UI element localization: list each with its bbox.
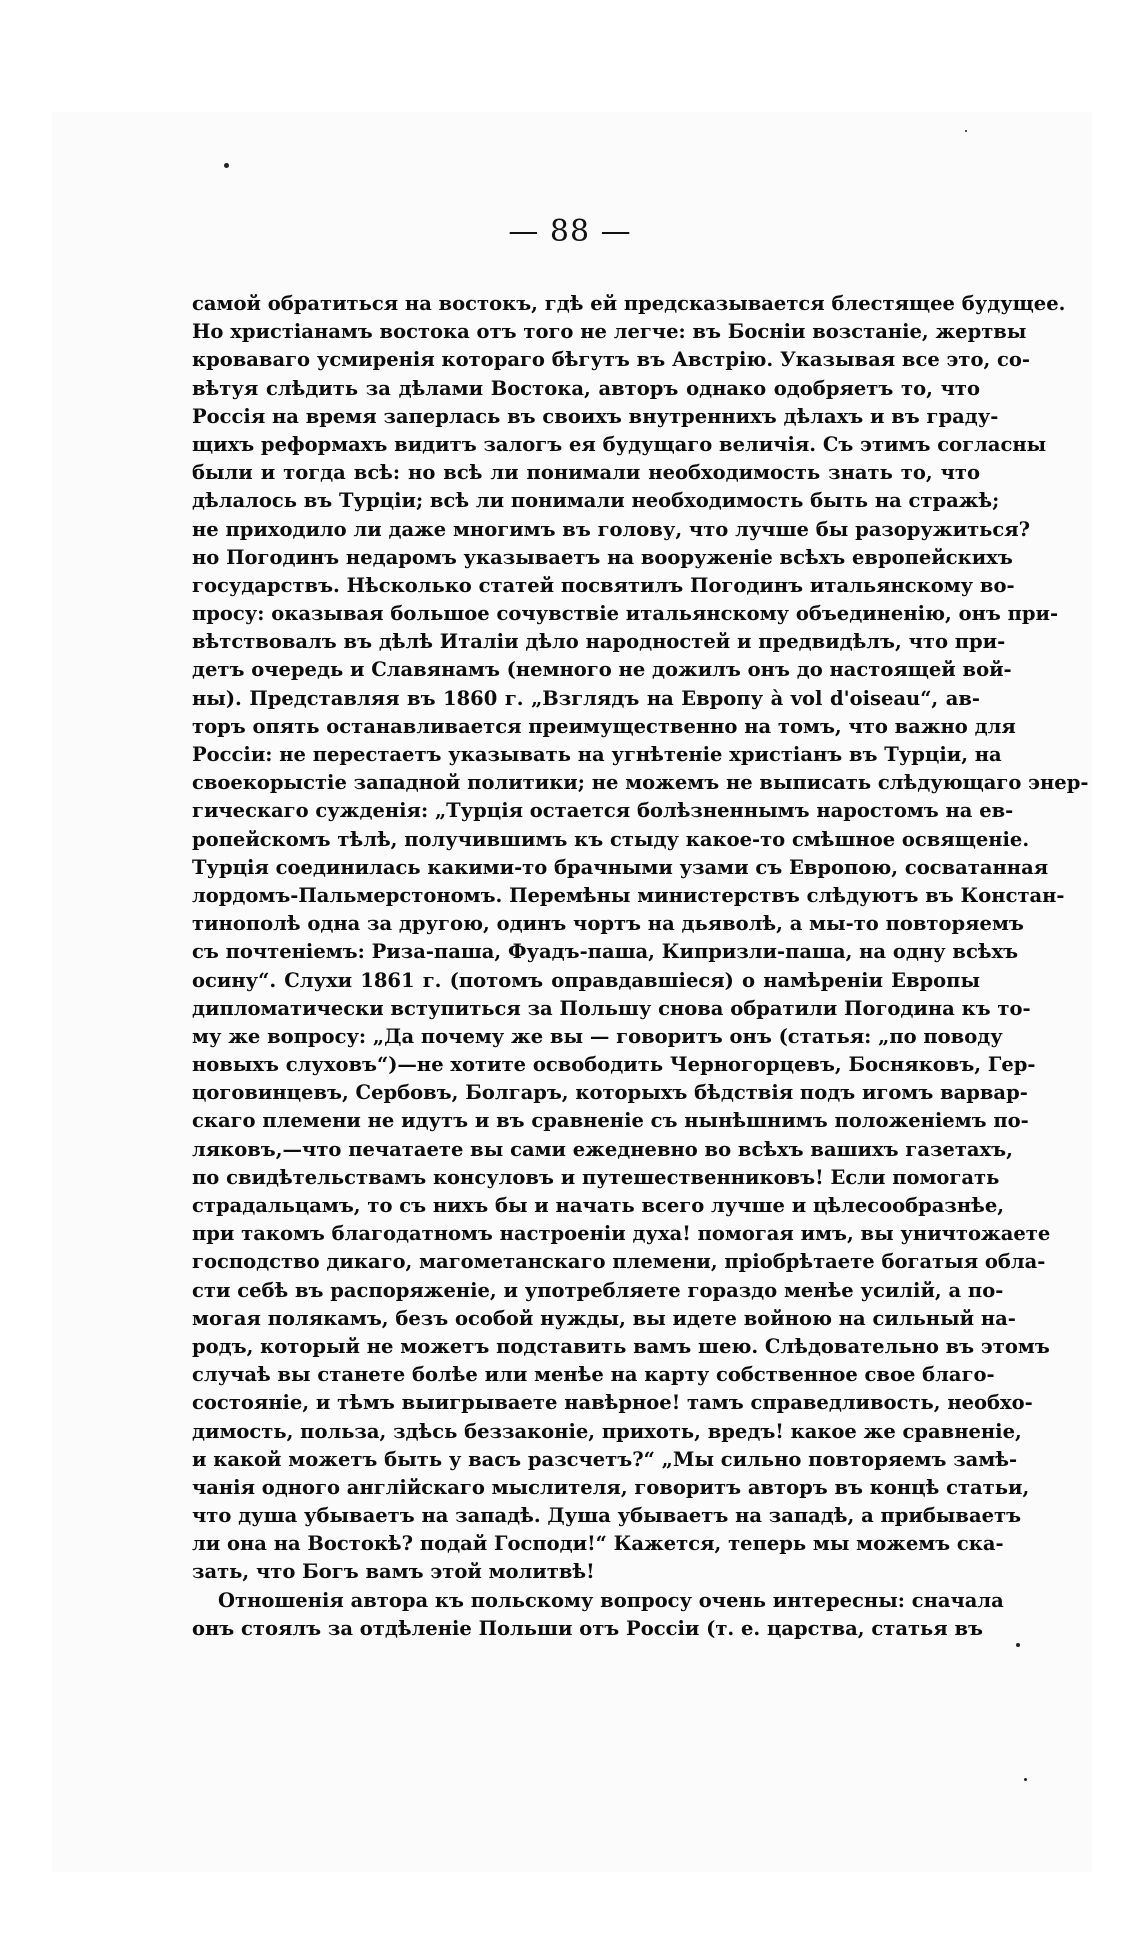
- text-line: но Погодинъ недаромъ указываетъ на вооруженіе всѣхъ европейскихъ: [192, 545, 1013, 569]
- text-line: детъ очередь и Славянамъ (немного не дожилъ онъ до настоящей вой-: [192, 658, 1012, 682]
- text-line: родъ, который не можетъ подставить вамъ шею. Слѣдовательно въ этомъ: [192, 1334, 1050, 1358]
- text-line: тинополѣ одна за другою, одинъ чортъ на дьяволѣ, а мы-то повторяемъ: [192, 912, 1024, 936]
- text-line: состояніе, и тѣмъ выигрываете навѣрное! тамъ справедливость, необхо-: [192, 1391, 1033, 1415]
- text-line: были и тогда всѣ: но всѣ ли понимали необходимость знать то, что: [192, 461, 980, 485]
- text-line: что душа убываетъ на западѣ. Душа убываетъ на западѣ, а прибываетъ: [192, 1504, 1022, 1528]
- text-line: государствъ. Нѣсколько статей посвятилъ Погодинъ итальянскому во-: [192, 573, 1015, 597]
- text-line: и какой можетъ быть у васъ разсчетъ?“ „Мы сильно повторяемъ замѣ-: [192, 1447, 1018, 1471]
- text-line: лордомъ-Пальмерстономъ. Перемѣны министерствъ слѣдуютъ въ Констан-: [192, 883, 1065, 907]
- text-line: при такомъ благодатномъ настроеніи духа! помогая имъ, вы уничтожаете: [192, 1222, 1051, 1246]
- text-line: скаго племени не идутъ и въ сравненіе съ нынѣшнимъ положеніемъ по-: [192, 1109, 1029, 1133]
- text-line: ли она на Востокѣ? подай Господи!“ Кажется, теперь мы можемъ ска-: [192, 1532, 1004, 1556]
- text-line: торъ опять останавливается преимущественно на томъ, что важно для: [192, 714, 1016, 738]
- text-line: Турція соединилась какими-то брачными узами съ Европою, сосватанная: [192, 855, 1049, 879]
- text-line: не приходило ли даже многимъ въ голову, что лучше бы разоружиться?: [192, 517, 1031, 541]
- text-line: вѣтуя слѣдить за дѣлами Востока, авторъ однако одобряетъ то, что: [192, 376, 980, 400]
- text-line: дѣлалось въ Турціи; всѣ ли понимали необходимость быть на стражѣ;: [192, 489, 1000, 513]
- text-line: цоговинцевъ, Сербовъ, Болгаръ, которыхъ бѣдствія подъ игомъ варвар-: [192, 1081, 1028, 1105]
- scan-speck: [1024, 1778, 1027, 1781]
- text-line: Отношенія автора къ польскому вопросу очень интересны: сначала: [218, 1588, 1004, 1612]
- text-line: ны). Представляя въ 1860 г. „Взглядъ на Европу à vol d'oiseau“, ав-: [192, 686, 980, 710]
- page-number: — 88 —: [508, 214, 632, 249]
- body-text: [192, 290, 1089, 1643]
- text-line: новыхъ слуховъ“)—не хотите освободить Черногорцевъ, Босняковъ, Гер-: [192, 1053, 1036, 1077]
- scan-speck: [224, 163, 229, 168]
- text-line: онъ стоялъ за отдѣленіе Польши отъ Россіи (т. е. царства, статья въ: [192, 1616, 983, 1640]
- text-line: съ почтеніемъ: Риза-паша, Фуадъ-паша, Кипризли-паша, на одну всѣхъ: [192, 940, 1019, 964]
- text-line: зать, что Богъ вамъ этой молитвѣ!: [192, 1560, 595, 1584]
- text-line: по свидѣтельствамъ консуловъ и путешественниковъ! Если помогать: [192, 1165, 1000, 1189]
- text-line: случаѣ вы станете болѣе или менѣе на карту собственное свое благо-: [192, 1363, 995, 1387]
- text-line: просу: оказывая большое сочувствіе итальянскому объединенію, онъ при-: [192, 602, 1059, 626]
- text-line: самой обратиться на востокъ, гдѣ ей предсказывается блестящее будущее.: [192, 292, 1066, 315]
- text-line: Россія на время заперлась въ своихъ внутреннихъ дѣлахъ и въ граду-: [192, 404, 999, 428]
- text-line: дипломатически вступиться за Польшу снова обратили Погодина къ то-: [192, 996, 1031, 1020]
- text-line: страдальцамъ, то съ нихъ бы и начать всего лучше и цѣлесообразнѣе,: [192, 1194, 1005, 1217]
- text-line: кроваваго усмиренія котораго бѣгутъ въ Австрію. Указывая все это, со-: [192, 348, 1031, 372]
- text-line: ропейскомъ тѣлѣ, получившимъ къ стыду какое-то смѣшное освященіе.: [192, 827, 1030, 851]
- text-line: Россіи: не перестаетъ указывать на угнѣтеніе христіанъ въ Турціи, на: [192, 743, 1002, 766]
- text-line: осину“. Слухи 1861 г. (потомъ оправдавшіеся) о намѣреніи Европы: [192, 968, 980, 992]
- text-line: димость, польза, здѣсь беззаконіе, прихоть, вредъ! какое же сравненіе,: [192, 1419, 1022, 1443]
- text-line: му же вопросу: „Да почему же вы — говоритъ онъ (статья: „по поводу: [192, 1024, 1003, 1048]
- text-line: сти себѣ въ распоряженіе, и употребляете гораздо менѣе усилій, а по-: [192, 1278, 1004, 1302]
- scan-speck: [965, 130, 967, 132]
- text-line: своекорыстіе западной политики; не можемъ не выписать слѣдующаго энер-: [192, 771, 1089, 795]
- text-line: вѣтствовалъ въ дѣлѣ Италіи дѣло народностей и предвидѣлъ, что при-: [192, 630, 1006, 654]
- text-line: чанія одного англійскаго мыслителя, говоритъ авторъ въ концѣ статьи,: [192, 1475, 1030, 1499]
- text-line: гическаго сужденія: „Турція остается болѣзненнымъ наростомъ на ев-: [192, 799, 1014, 823]
- scan-speck: [1016, 1643, 1020, 1647]
- text-line: Но христіанамъ востока отъ того не легче: въ Босніи возстаніе, жертвы: [192, 320, 1027, 344]
- text-line: щихъ реформахъ видитъ залогъ ея будущаго величія. Съ этимъ согласны: [192, 432, 1047, 456]
- text-line: ляковъ,—что печатаете вы сами ежедневно во всѣхъ вашихъ газетахъ,: [192, 1137, 1013, 1161]
- text-line: могая полякамъ, безъ особой нужды, вы идете войною на сильный на-: [192, 1306, 1016, 1330]
- text-line: господство дикаго, магометанскаго племени, пріобрѣтаете богатыя обла-: [192, 1250, 1046, 1274]
